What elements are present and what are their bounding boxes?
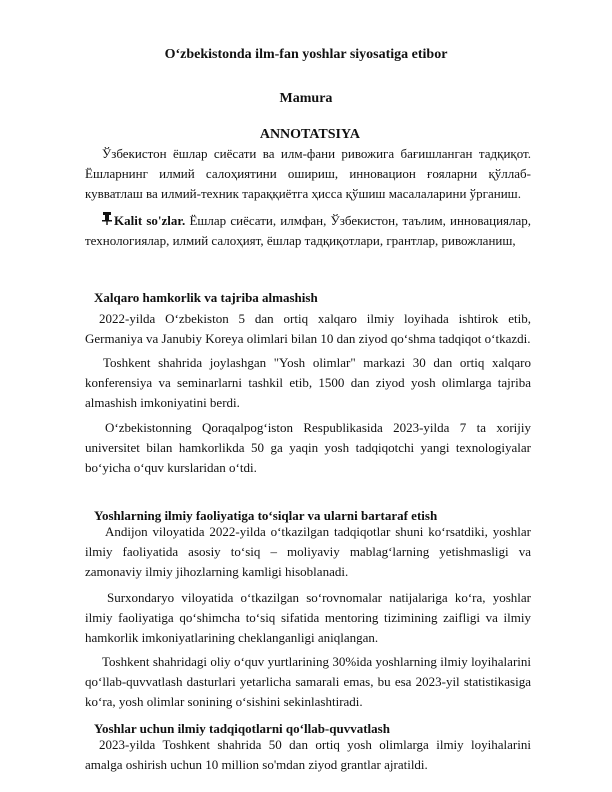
section-paragraph [85, 652, 531, 712]
section-paragraph [85, 522, 531, 582]
annotation-heading [0, 127, 612, 143]
author-name: Mamura [279, 91, 333, 106]
paragraph-text: 2023-yilda Toshkent shahrida 50 dan ortiq yosh olimlarga ilmiy loyihalarini amalga oshirish uchun 10 million so'mdan ziyod grantlar ajratildi. [85, 737, 531, 772]
document-title: O‘zbekistonda ilm-fan yoshlar siyosatiga etibor [164, 47, 448, 62]
section-heading: Yoshlar uchun ilmiy tadqiqotlarni qo‘llab-quvvatlash [94, 721, 390, 736]
section-heading: Yoshlarning ilmiy faoliyatiga to‘siqlar va ularni bartaraf etish [94, 508, 438, 523]
annotation-heading-text: ANNOTATSIYA [255, 127, 357, 142]
pin-icon [102, 214, 112, 228]
keywords-label: Kalit so'zlar. [114, 213, 186, 228]
paragraph-text: Toshkent shahrida joylashgan "Yosh olimlar" markazi 30 dan ortiq xalqaro konferensiya va seminarlarni tashkil etib, 1500 dan ziyod yosh olimlarga tajriba almashish imkoniyatini berdi. [85, 355, 531, 410]
keywords-text: Ёшлар сиёсати, илмфан, Ўзбекистон, таълим, инновациялар, технологиялар, илмий салоҳият, ёшлар тадқиқотлари, грантлар, ривожланиш, [85, 213, 532, 248]
paragraph-text: O‘zbekistonning Qoraqalpog‘iston Respublikasida 2023-yilda 7 ta xorijiy universitet bilan hamkorlikda 50 ga yaqin yosh tadqiqotchi yangi texnologiyalar bo‘yicha o‘quv kurslaridan o‘tdi. [85, 420, 531, 475]
section-paragraph [85, 309, 531, 349]
paragraph-text: 2022-yilda O‘zbekiston 5 dan ortiq xalqaro ilmiy loyihada ishtirok etib, Germaniya va Janubiy Koreya olimlari bilan 10 dan ziyod qo‘shma tadqiqot o‘tkazdi. [85, 311, 531, 346]
annotation-paragraph [85, 144, 531, 204]
paragraph-text: Surxondaryo viloyatida o‘tkazilgan so‘rovnomalar natijalariga ko‘ra, yoshlar ilmiy faoliyatiga qo‘shimcha to‘siq sifatida mentoring tizimining zaifligi va ilmiy hamkorlik imkoniyatlarining cheklanganligi aniqlangan. [85, 590, 531, 645]
section-paragraph [85, 588, 531, 648]
section-paragraph [85, 418, 531, 478]
annotation-text: Ўзбекистон ёшлар сиёсати ва илм-фани ривожига бағишланган тадқиқот. Ёшларнинг илмий салоҳиятини ошириш, инновацион ғояларни қўллаб-кувватлаш ва илмий-техник тараққиётга ҳисса қўшиш масалаларини ўрганиш. [85, 146, 531, 201]
keywords-paragraph [85, 211, 531, 251]
section-paragraph [85, 353, 531, 413]
section-heading: Xalqaro hamkorlik va tajriba almashish [94, 290, 318, 305]
paragraph-text: Andijon viloyatida 2022-yilda o‘tkazilgan tadqiqotlar shuni ko‘rsatdiki, yoshlar ilmiy faoliyatida asosiy to‘siq – moliyaviy mablag‘larning yetishmasligi va zamonaviy ilmiy jihozlarning kamligi hisoblanadi. [85, 524, 531, 579]
paragraph-text: Toshkent shahridagi oliy o‘quv yurtlarining 30%ida yoshlarning ilmiy loyihalarini qo‘llab-quvvatlash dasturlari yetarlicha samarali emas, bu esa 2023-yil statistikasiga ko‘ra, yosh olimlar sonining o‘sishini sekinlashtiradi. [85, 654, 531, 709]
bullet-icon [252, 130, 260, 141]
section-paragraph [85, 735, 531, 775]
